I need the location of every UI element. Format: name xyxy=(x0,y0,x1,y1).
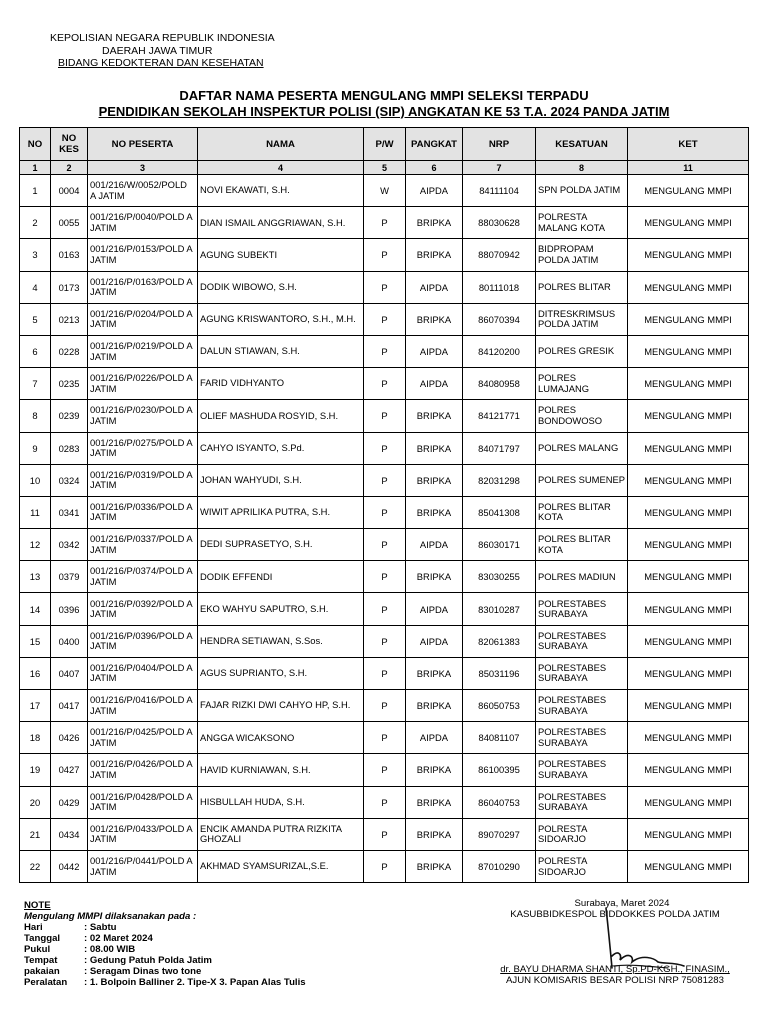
table-row xyxy=(20,496,749,528)
cell-nrp: 88070942 xyxy=(463,239,536,271)
cell-pangkat: BRIPKA xyxy=(406,690,463,722)
cell-no-kes: 0442 xyxy=(51,850,88,882)
table-row xyxy=(20,818,749,850)
cell-pw: P xyxy=(364,850,406,882)
cell-pw: P xyxy=(364,754,406,786)
cell-pw: P xyxy=(364,722,406,754)
cell-kesatuan: POLRES MADIUN xyxy=(536,561,628,593)
cell-kesatuan: POLRESTABES SURABAYA xyxy=(536,754,628,786)
cell-pw: P xyxy=(364,561,406,593)
note-heading: NOTE xyxy=(24,900,51,911)
cell-no-peserta: 001/216/P/0336/POLD A JATIM xyxy=(88,496,198,528)
note-intro: Mengulang MMPI dilaksanakan pada : xyxy=(24,911,197,922)
cell-kesatuan: BIDPROPAM POLDA JATIM xyxy=(536,239,628,271)
cell-ket: MENGULANG MMPI xyxy=(628,786,749,818)
cell-nrp: 83010287 xyxy=(463,593,536,625)
cell-pangkat: BRIPKA xyxy=(406,850,463,882)
cell-nrp: 86040753 xyxy=(463,786,536,818)
column-header: KESATUAN xyxy=(536,128,628,161)
column-number: 2 xyxy=(51,161,88,175)
column-number: 1 xyxy=(20,161,51,175)
note-item-key: Tempat xyxy=(24,955,58,966)
cell-pw: P xyxy=(364,432,406,464)
note-item-value: : 1. Bolpoin Balliner 2. Tipe-X 3. Papan Alas Tulis xyxy=(84,977,306,988)
cell-no-kes: 0427 xyxy=(51,754,88,786)
cell-pangkat: BRIPKA xyxy=(406,400,463,432)
cell-pangkat: BRIPKA xyxy=(406,561,463,593)
cell-nama: DALUN STIAWAN, S.H. xyxy=(198,335,364,367)
place-date: Surabaya, Maret 2024 xyxy=(574,898,670,909)
cell-nama: HISBULLAH HUDA, S.H. xyxy=(198,786,364,818)
cell-pw: P xyxy=(364,818,406,850)
table-row xyxy=(20,754,749,786)
cell-no: 22 xyxy=(20,850,51,882)
cell-pangkat: BRIPKA xyxy=(406,754,463,786)
cell-kesatuan: POLRES GRESIK xyxy=(536,335,628,367)
column-number: 7 xyxy=(463,161,536,175)
cell-nrp: 86070394 xyxy=(463,303,536,335)
cell-pangkat: BRIPKA xyxy=(406,432,463,464)
org-line-3: BIDANG KEDOKTERAN DAN KESEHATAN xyxy=(58,57,264,69)
cell-nama: FARID VIDHYANTO xyxy=(198,368,364,400)
cell-no: 1 xyxy=(20,175,51,207)
cell-nrp: 84081107 xyxy=(463,722,536,754)
cell-ket: MENGULANG MMPI xyxy=(628,303,749,335)
cell-nama: AGUNG SUBEKTI xyxy=(198,239,364,271)
cell-no-kes: 0400 xyxy=(51,625,88,657)
column-header: NRP xyxy=(463,128,536,161)
cell-ket: MENGULANG MMPI xyxy=(628,818,749,850)
table-row xyxy=(20,271,749,303)
table-row xyxy=(20,464,749,496)
cell-no: 16 xyxy=(20,657,51,689)
cell-pangkat: BRIPKA xyxy=(406,657,463,689)
table-row xyxy=(20,722,749,754)
cell-pw: P xyxy=(364,593,406,625)
note-item-key: Hari xyxy=(24,922,43,933)
cell-no-kes: 0235 xyxy=(51,368,88,400)
signer-position: KASUBBIDKESPOL BIDDOKKES POLDA JATIM xyxy=(510,909,720,920)
cell-no: 14 xyxy=(20,593,51,625)
cell-nrp: 86050753 xyxy=(463,690,536,722)
cell-no-kes: 0417 xyxy=(51,690,88,722)
cell-no-peserta: 001/216/P/0275/POLD A JATIM xyxy=(88,432,198,464)
cell-nama: WIWIT APRILIKA PUTRA, S.H. xyxy=(198,496,364,528)
cell-no-kes: 0163 xyxy=(51,239,88,271)
cell-ket: MENGULANG MMPI xyxy=(628,239,749,271)
table-row xyxy=(20,561,749,593)
cell-ket: MENGULANG MMPI xyxy=(628,561,749,593)
cell-no-kes: 0283 xyxy=(51,432,88,464)
cell-nama: FAJAR RIZKI DWI CAHYO HP, S.H. xyxy=(198,690,364,722)
cell-ket: MENGULANG MMPI xyxy=(628,432,749,464)
cell-ket: MENGULANG MMPI xyxy=(628,175,749,207)
note-item xyxy=(24,933,306,944)
cell-ket: MENGULANG MMPI xyxy=(628,657,749,689)
cell-no: 12 xyxy=(20,529,51,561)
note-item-value: : Gedung Patuh Polda Jatim xyxy=(84,955,212,966)
table-row xyxy=(20,850,749,882)
cell-pw: P xyxy=(364,207,406,239)
cell-pangkat: BRIPKA xyxy=(406,818,463,850)
cell-no-peserta: 001/216/P/0230/POLD A JATIM xyxy=(88,400,198,432)
cell-nrp: 88030628 xyxy=(463,207,536,239)
table-body xyxy=(20,175,749,883)
note-item xyxy=(24,922,306,933)
cell-no-peserta: 001/216/P/0226/POLD A JATIM xyxy=(88,368,198,400)
cell-ket: MENGULANG MMPI xyxy=(628,400,749,432)
note-item xyxy=(24,966,306,977)
cell-nama: ENCIK AMANDA PUTRA RIZKITA GHOZALI xyxy=(198,818,364,850)
table-row xyxy=(20,303,749,335)
organization-header xyxy=(50,32,275,70)
cell-kesatuan: POLRESTA SIDOARJO xyxy=(536,850,628,882)
cell-kesatuan: POLRESTABES SURABAYA xyxy=(536,625,628,657)
cell-no-kes: 0239 xyxy=(51,400,88,432)
cell-pw: P xyxy=(364,271,406,303)
table-row xyxy=(20,786,749,818)
cell-kesatuan: SPN POLDA JATIM xyxy=(536,175,628,207)
cell-no-peserta: 001/216/P/0392/POLD A JATIM xyxy=(88,593,198,625)
cell-no: 8 xyxy=(20,400,51,432)
cell-nrp: 82061383 xyxy=(463,625,536,657)
cell-pw: P xyxy=(364,786,406,818)
cell-nama: JOHAN WAHYUDI, S.H. xyxy=(198,464,364,496)
cell-no-kes: 0004 xyxy=(51,175,88,207)
cell-no: 17 xyxy=(20,690,51,722)
table-row xyxy=(20,593,749,625)
cell-ket: MENGULANG MMPI xyxy=(628,335,749,367)
cell-no: 9 xyxy=(20,432,51,464)
cell-no-peserta: 001/216/P/0426/POLD A JATIM xyxy=(88,754,198,786)
cell-nrp: 85031196 xyxy=(463,657,536,689)
cell-kesatuan: POLRESTABES SURABAYA xyxy=(536,593,628,625)
cell-no-peserta: 001/216/P/0428/POLD A JATIM xyxy=(88,786,198,818)
cell-pangkat: BRIPKA xyxy=(406,786,463,818)
cell-pw: P xyxy=(364,464,406,496)
cell-no: 10 xyxy=(20,464,51,496)
column-number: 6 xyxy=(406,161,463,175)
table-header-row xyxy=(20,128,749,161)
cell-nrp: 89070297 xyxy=(463,818,536,850)
cell-nrp: 86100395 xyxy=(463,754,536,786)
cell-no-peserta: 001/216/P/0163/POLD A JATIM xyxy=(88,271,198,303)
cell-no-kes: 0173 xyxy=(51,271,88,303)
cell-pangkat: AIPDA xyxy=(406,368,463,400)
cell-no: 3 xyxy=(20,239,51,271)
cell-nrp: 82031298 xyxy=(463,464,536,496)
cell-no-peserta: 001/216/P/0404/POLD A JATIM xyxy=(88,657,198,689)
cell-nama: CAHYO ISYANTO, S.Pd. xyxy=(198,432,364,464)
column-header: P/W xyxy=(364,128,406,161)
cell-pw: P xyxy=(364,400,406,432)
cell-no-kes: 0396 xyxy=(51,593,88,625)
cell-kesatuan: DITRESKRIMSUS POLDA JATIM xyxy=(536,303,628,335)
note-item-value: : Sabtu xyxy=(84,922,117,933)
cell-no: 4 xyxy=(20,271,51,303)
cell-pw: P xyxy=(364,625,406,657)
cell-no-kes: 0055 xyxy=(51,207,88,239)
note-item-value: : Seragam Dinas two tone xyxy=(84,966,202,977)
cell-ket: MENGULANG MMPI xyxy=(628,496,749,528)
note-item xyxy=(24,977,306,988)
cell-no-peserta: 001/216/P/0204/POLD A JATIM xyxy=(88,303,198,335)
cell-no: 5 xyxy=(20,303,51,335)
note-item xyxy=(24,955,306,966)
table-row xyxy=(20,207,749,239)
cell-no-kes: 0407 xyxy=(51,657,88,689)
cell-no-kes: 0379 xyxy=(51,561,88,593)
cell-no: 15 xyxy=(20,625,51,657)
cell-pangkat: AIPDA xyxy=(406,722,463,754)
cell-no-peserta: 001/216/P/0433/POLD A JATIM xyxy=(88,818,198,850)
cell-pw: P xyxy=(364,368,406,400)
column-header: PANGKAT xyxy=(406,128,463,161)
cell-ket: MENGULANG MMPI xyxy=(628,271,749,303)
cell-ket: MENGULANG MMPI xyxy=(628,850,749,882)
cell-nama: HAVID KURNIAWAN, S.H. xyxy=(198,754,364,786)
cell-nama: AGUNG KRISWANTORO, S.H., M.H. xyxy=(198,303,364,335)
org-line-2: DAERAH JAWA TIMUR xyxy=(102,44,213,57)
cell-no: 2 xyxy=(20,207,51,239)
cell-no-peserta: 001/216/P/0374/POLD A JATIM xyxy=(88,561,198,593)
cell-nrp: 84121771 xyxy=(463,400,536,432)
cell-nama: DIAN ISMAIL ANGGRIAWAN, S.H. xyxy=(198,207,364,239)
table-row xyxy=(20,657,749,689)
cell-nama: NOVI EKAWATI, S.H. xyxy=(198,175,364,207)
cell-kesatuan: POLRESTABES SURABAYA xyxy=(536,786,628,818)
table-row xyxy=(20,529,749,561)
cell-pangkat: AIPDA xyxy=(406,175,463,207)
column-number: 4 xyxy=(198,161,364,175)
cell-pangkat: AIPDA xyxy=(406,271,463,303)
cell-kesatuan: POLRES SUMENEP xyxy=(536,464,628,496)
cell-no: 13 xyxy=(20,561,51,593)
cell-nrp: 84111104 xyxy=(463,175,536,207)
cell-nama: AKHMAD SYAMSURIZAL,S.E. xyxy=(198,850,364,882)
note-section xyxy=(24,900,306,988)
cell-no: 11 xyxy=(20,496,51,528)
table-row xyxy=(20,400,749,432)
column-number: 8 xyxy=(536,161,628,175)
cell-no-peserta: 001/216/P/0219/POLD A JATIM xyxy=(88,335,198,367)
cell-nrp: 85041308 xyxy=(463,496,536,528)
cell-no: 21 xyxy=(20,818,51,850)
cell-no-kes: 0341 xyxy=(51,496,88,528)
cell-nama: DEDI SUPRASETYO, S.H. xyxy=(198,529,364,561)
document-subtitle: PENDIDIKAN SEKOLAH INSPEKTUR POLISI (SIP) ANGKATAN KE 53 T.A. 2024 PANDA JATIM xyxy=(98,104,670,119)
cell-nrp: 83030255 xyxy=(463,561,536,593)
column-number: 11 xyxy=(628,161,749,175)
cell-no-peserta: 001/216/P/0337/POLD A JATIM xyxy=(88,529,198,561)
cell-nama: EKO WAHYU SAPUTRO, S.H. xyxy=(198,593,364,625)
cell-kesatuan: POLRES BLITAR KOTA xyxy=(536,496,628,528)
cell-kesatuan: POLRESTABES SURABAYA xyxy=(536,722,628,754)
cell-nama: OLIEF MASHUDA ROSYID, S.H. xyxy=(198,400,364,432)
cell-ket: MENGULANG MMPI xyxy=(628,625,749,657)
cell-pangkat: AIPDA xyxy=(406,625,463,657)
cell-no-peserta: 001/216/W/0052/POLD A JATIM xyxy=(88,175,198,207)
cell-kesatuan: POLRESTA MALANG KOTA xyxy=(536,207,628,239)
cell-no-peserta: 001/216/P/0441/POLD A JATIM xyxy=(88,850,198,882)
column-header: NO xyxy=(20,128,51,161)
cell-no-peserta: 001/216/P/0425/POLD A JATIM xyxy=(88,722,198,754)
cell-no-kes: 0213 xyxy=(51,303,88,335)
column-header: NO PESERTA xyxy=(88,128,198,161)
note-item-value: : 08.00 WIB xyxy=(84,944,136,955)
signature-block xyxy=(480,898,750,986)
cell-ket: MENGULANG MMPI xyxy=(628,529,749,561)
cell-no-kes: 0434 xyxy=(51,818,88,850)
table-row xyxy=(20,690,749,722)
cell-pw: P xyxy=(364,239,406,271)
column-header: NO KES xyxy=(51,128,88,161)
cell-no: 6 xyxy=(20,335,51,367)
cell-kesatuan: POLRES BLITAR xyxy=(536,271,628,303)
cell-no: 19 xyxy=(20,754,51,786)
cell-no: 7 xyxy=(20,368,51,400)
cell-pw: P xyxy=(364,335,406,367)
cell-nrp: 80111018 xyxy=(463,271,536,303)
cell-no-peserta: 001/216/P/0153/POLD A JATIM xyxy=(88,239,198,271)
note-item-key: Pukul xyxy=(24,944,51,955)
cell-kesatuan: POLRES LUMAJANG xyxy=(536,368,628,400)
cell-nama: HENDRA SETIAWAN, S.Sos. xyxy=(198,625,364,657)
cell-kesatuan: POLRES MALANG xyxy=(536,432,628,464)
cell-kesatuan: POLRESTA SIDOARJO xyxy=(536,818,628,850)
cell-nama: DODIK WIBOWO, S.H. xyxy=(198,271,364,303)
cell-no-kes: 0342 xyxy=(51,529,88,561)
cell-ket: MENGULANG MMPI xyxy=(628,207,749,239)
cell-ket: MENGULANG MMPI xyxy=(628,593,749,625)
note-item-key: pakaian xyxy=(24,966,60,977)
column-number-row xyxy=(20,161,749,175)
cell-no-peserta: 001/216/P/0396/POLD A JATIM xyxy=(88,625,198,657)
cell-nrp: 87010290 xyxy=(463,850,536,882)
column-number: 3 xyxy=(88,161,198,175)
cell-pw: P xyxy=(364,303,406,335)
note-item-key: Peralatan xyxy=(24,977,68,988)
signer-name: dr. BAYU DHARMA SHANTI, Sp.PD-KGH., FINASIM., xyxy=(500,964,730,975)
cell-pangkat: BRIPKA xyxy=(406,303,463,335)
participants-table xyxy=(19,127,749,883)
note-item-key: Tanggal xyxy=(24,933,61,944)
note-details xyxy=(24,922,306,988)
column-header: NAMA xyxy=(198,128,364,161)
cell-no-peserta: 001/216/P/0319/POLD A JATIM xyxy=(88,464,198,496)
cell-no-kes: 0426 xyxy=(51,722,88,754)
cell-no-kes: 0228 xyxy=(51,335,88,367)
cell-kesatuan: POLRESTABES SURABAYA xyxy=(536,657,628,689)
column-number: 5 xyxy=(364,161,406,175)
cell-ket: MENGULANG MMPI xyxy=(628,368,749,400)
table-row xyxy=(20,368,749,400)
cell-pangkat: AIPDA xyxy=(406,593,463,625)
cell-ket: MENGULANG MMPI xyxy=(628,754,749,786)
table-row xyxy=(20,239,749,271)
table-row xyxy=(20,432,749,464)
cell-pw: P xyxy=(364,690,406,722)
signer-rank: AJUN KOMISARIS BESAR POLISI NRP 75081283 xyxy=(506,975,724,986)
cell-ket: MENGULANG MMPI xyxy=(628,722,749,754)
cell-pangkat: BRIPKA xyxy=(406,239,463,271)
cell-pangkat: BRIPKA xyxy=(406,496,463,528)
document-title: DAFTAR NAMA PESERTA MENGULANG MMPI SELEKSI TERPADU xyxy=(179,88,589,103)
cell-pangkat: AIPDA xyxy=(406,529,463,561)
cell-pw: P xyxy=(364,657,406,689)
cell-no-kes: 0429 xyxy=(51,786,88,818)
table-row xyxy=(20,175,749,207)
cell-pw: W xyxy=(364,175,406,207)
cell-nrp: 84080958 xyxy=(463,368,536,400)
note-item-value: : 02 Maret 2024 xyxy=(84,933,153,944)
cell-pangkat: AIPDA xyxy=(406,335,463,367)
cell-no: 20 xyxy=(20,786,51,818)
cell-kesatuan: POLRES BLITAR KOTA xyxy=(536,529,628,561)
cell-pangkat: BRIPKA xyxy=(406,207,463,239)
cell-nama: DODIK EFFENDI xyxy=(198,561,364,593)
cell-nrp: 86030171 xyxy=(463,529,536,561)
cell-pw: P xyxy=(364,529,406,561)
cell-ket: MENGULANG MMPI xyxy=(628,464,749,496)
cell-nrp: 84120200 xyxy=(463,335,536,367)
cell-no-peserta: 001/216/P/0040/POLD A JATIM xyxy=(88,207,198,239)
cell-kesatuan: POLRESTABES SURABAYA xyxy=(536,690,628,722)
cell-nama: ANGGA WICAKSONO xyxy=(198,722,364,754)
org-line-1: KEPOLISIAN NEGARA REPUBLIK INDONESIA xyxy=(50,32,275,44)
cell-ket: MENGULANG MMPI xyxy=(628,690,749,722)
column-header: KET xyxy=(628,128,749,161)
cell-no-kes: 0324 xyxy=(51,464,88,496)
cell-nrp: 84071797 xyxy=(463,432,536,464)
cell-pangkat: BRIPKA xyxy=(406,464,463,496)
cell-no-peserta: 001/216/P/0416/POLD A JATIM xyxy=(88,690,198,722)
cell-kesatuan: POLRES BONDOWOSO xyxy=(536,400,628,432)
cell-nama: AGUS SUPRIANTO, S.H. xyxy=(198,657,364,689)
cell-pw: P xyxy=(364,496,406,528)
table-row xyxy=(20,335,749,367)
cell-no: 18 xyxy=(20,722,51,754)
note-item xyxy=(24,944,306,955)
table-row xyxy=(20,625,749,657)
